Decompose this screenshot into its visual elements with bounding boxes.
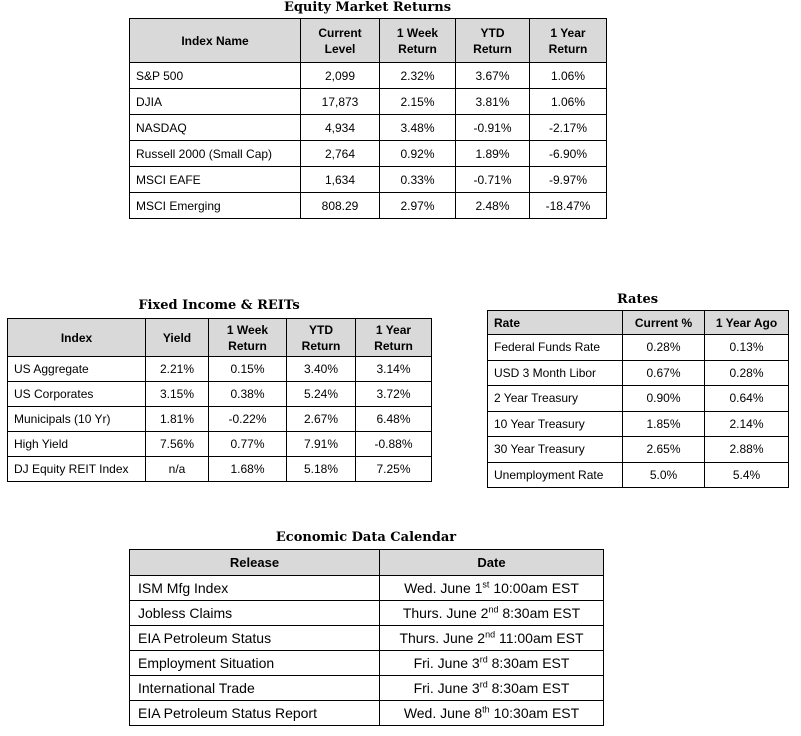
fixed-cell-value: 0.77% xyxy=(209,432,287,457)
equity-col-label: Return xyxy=(548,41,588,56)
calendar-date xyxy=(380,576,604,601)
fixed-cell-label: US Aggregate xyxy=(8,357,146,382)
equity-cell-value: -9.97% xyxy=(530,167,607,193)
equity-cell-value: 0.92% xyxy=(380,141,456,167)
fixed-cell-value: 5.18% xyxy=(287,457,356,482)
calendar-row xyxy=(130,576,604,601)
equity-title: Equity Market Returns xyxy=(283,0,452,15)
rates-cell-label: Unemployment Rate xyxy=(488,462,623,488)
calendar-release: EIA Petroleum Status Report xyxy=(130,701,380,726)
fixed-col-label: Return xyxy=(301,338,341,353)
fixed-cell-label: DJ Equity REIT Index xyxy=(8,457,146,482)
equity-cell-value: 2.97% xyxy=(380,193,456,219)
calendar-date-time: 10:30am EST xyxy=(489,705,580,721)
equity-col-1-year xyxy=(530,19,607,63)
fixed-cell-value: 7.56% xyxy=(146,432,209,457)
rates-cell-label: 30 Year Treasury xyxy=(488,437,623,463)
rates-row xyxy=(488,411,789,437)
fixed-cell-value: 6.48% xyxy=(356,407,432,432)
fixed-row xyxy=(8,357,432,382)
rates-row xyxy=(488,360,789,386)
fixed-col-label: Return xyxy=(374,338,413,353)
equity-col-label: 1 Week xyxy=(396,25,439,40)
fixed-cell-value: 7.91% xyxy=(287,432,356,457)
fixed-cell-value: 0.15% xyxy=(209,357,287,382)
fixed-cell-value: 3.14% xyxy=(356,357,432,382)
calendar-release: Employment Situation xyxy=(130,651,380,676)
rates-row xyxy=(488,437,789,463)
fixed-col-ytd xyxy=(287,319,356,357)
calendar-row xyxy=(130,701,604,726)
calendar-row xyxy=(130,601,604,626)
fixed-col-label: Index xyxy=(60,330,93,345)
calendar-release: Jobless Claims xyxy=(130,601,380,626)
equity-cell-value: 2,099 xyxy=(301,63,380,89)
equity-col-label: Return xyxy=(473,41,512,56)
fixed-col-1-week xyxy=(209,319,287,357)
equity-cell-label: S&P 500 xyxy=(130,63,301,89)
equity-col-current-level xyxy=(301,19,380,63)
equity-cell-value: -18.47% xyxy=(530,193,607,219)
fixed-cell-value: n/a xyxy=(146,457,209,482)
fixed-table xyxy=(7,318,432,482)
rates-cell-value: 1.85% xyxy=(623,411,705,437)
fixed-row xyxy=(8,382,432,407)
equity-col-label: Current xyxy=(318,25,362,40)
equity-row xyxy=(130,89,607,115)
equity-col-1-week xyxy=(380,19,456,63)
equity-cell-value: 3.67% xyxy=(456,63,530,89)
calendar-date-time: 8:30am EST xyxy=(487,655,570,671)
fixed-col-label: 1 Year xyxy=(375,322,412,337)
equity-cell-label: Russell 2000 (Small Cap) xyxy=(130,141,301,167)
fixed-row xyxy=(8,407,432,432)
fixed-cell-label: High Yield xyxy=(8,432,146,457)
equity-cell-value: -2.17% xyxy=(530,115,607,141)
fixed-cell-value: 3.40% xyxy=(287,357,356,382)
rates-cell-value: 0.90% xyxy=(623,386,705,412)
rates-cell-value: 0.67% xyxy=(623,360,705,386)
equity-col-label: YTD xyxy=(480,25,505,40)
fixed-row xyxy=(8,432,432,457)
rates-cell-value: 0.28% xyxy=(623,335,705,361)
calendar-date-day: Fri. June 3 xyxy=(413,655,480,671)
equity-col-index-name xyxy=(130,19,301,63)
calendar-col-date: Date xyxy=(380,550,604,576)
equity-cell-value: 1,634 xyxy=(301,167,380,193)
calendar-date-suffix: rd xyxy=(479,679,488,690)
equity-cell-value: 1.89% xyxy=(456,141,530,167)
calendar-date-suffix: th xyxy=(482,704,490,715)
calendar-date-day: Thurs. June 2 xyxy=(402,605,489,621)
calendar-date-time: 8:30am EST xyxy=(487,680,570,696)
equity-col-label: Return xyxy=(398,41,437,56)
rates-cell-label: 2 Year Treasury xyxy=(488,386,623,412)
fixed-cell-value: 2.21% xyxy=(146,357,209,382)
fixed-col-label: Return xyxy=(228,338,267,353)
calendar-title: Economic Data Calendar xyxy=(275,530,457,545)
calendar-date-time: 11:00am EST xyxy=(495,630,584,646)
calendar-date-suffix: rd xyxy=(479,654,488,665)
equity-row xyxy=(130,167,607,193)
fixed-col-1-year xyxy=(356,319,432,357)
calendar-release: ISM Mfg Index xyxy=(130,576,380,601)
equity-cell-label: NASDAQ xyxy=(130,115,301,141)
equity-row xyxy=(130,115,607,141)
calendar-date-time: 8:30am EST xyxy=(498,605,581,621)
equity-col-label: Level xyxy=(324,41,356,56)
calendar-release: International Trade xyxy=(130,676,380,701)
fixed-cell-label: Municipals (10 Yr) xyxy=(8,407,146,432)
equity-cell-label: DJIA xyxy=(130,89,301,115)
rates-row xyxy=(488,386,789,412)
calendar-col-release: Release xyxy=(130,550,380,576)
calendar-date-day: Wed. June 8 xyxy=(403,705,483,721)
fixed-col-index xyxy=(8,319,146,357)
equity-col-ytd xyxy=(456,19,530,63)
fixed-cell-value: -0.88% xyxy=(356,432,432,457)
equity-cell-value: 1.06% xyxy=(530,89,607,115)
rates-header-row xyxy=(488,311,789,335)
equity-header-row xyxy=(130,19,607,63)
fixed-cell-value: 3.72% xyxy=(356,382,432,407)
fixed-title: Fixed Income & REITs xyxy=(138,298,300,313)
equity-cell-value: 2.32% xyxy=(380,63,456,89)
equity-cell-value: -0.91% xyxy=(456,115,530,141)
fixed-col-label: YTD xyxy=(309,322,333,337)
rates-row xyxy=(488,335,789,361)
equity-cell-value: 2.48% xyxy=(456,193,530,219)
rates-cell-value: 2.65% xyxy=(623,437,705,463)
equity-row xyxy=(130,141,607,167)
equity-cell-value: -0.71% xyxy=(456,167,530,193)
rates-row xyxy=(488,462,789,488)
fixed-cell-value: 0.38% xyxy=(209,382,287,407)
equity-cell-value: 0.33% xyxy=(380,167,456,193)
equity-cell-value: -6.90% xyxy=(530,141,607,167)
fixed-cell-value: -0.22% xyxy=(209,407,287,432)
fixed-col-label: 1 Week xyxy=(226,322,269,337)
calendar-row xyxy=(130,651,604,676)
equity-cell-label: MSCI Emerging xyxy=(130,193,301,219)
fixed-col-label: Yield xyxy=(162,330,192,345)
calendar-release: EIA Petroleum Status xyxy=(130,626,380,651)
rates-cell-value: 5.4% xyxy=(705,462,789,488)
calendar-date-time: 10:00am EST xyxy=(489,580,579,596)
equity-row xyxy=(130,193,607,219)
fixed-cell-value: 2.67% xyxy=(287,407,356,432)
rates-cell-value: 5.0% xyxy=(623,462,705,488)
equity-col-label: 1 Year xyxy=(550,25,586,40)
calendar-date-day: Thurs. June 2 xyxy=(399,630,486,646)
equity-cell-value: 1.06% xyxy=(530,63,607,89)
rates-cell-value: 0.64% xyxy=(705,386,789,412)
calendar-date-day: Wed. June 1 xyxy=(404,580,483,596)
rates-cell-value: 2.88% xyxy=(705,437,789,463)
fixed-cell-value: 1.68% xyxy=(209,457,287,482)
equity-cell-value: 4,934 xyxy=(301,115,380,141)
rates-cell-label: Federal Funds Rate xyxy=(488,335,623,361)
calendar-date xyxy=(380,651,604,676)
fixed-col-yield xyxy=(146,319,209,357)
equity-cell-label: MSCI EAFE xyxy=(130,167,301,193)
fixed-row xyxy=(8,457,432,482)
fixed-cell-value: 5.24% xyxy=(287,382,356,407)
rates-cell-label: USD 3 Month Libor xyxy=(488,360,623,386)
fixed-cell-label: US Corporates xyxy=(8,382,146,407)
fixed-header-row xyxy=(8,319,432,357)
equity-col-label: Index Name xyxy=(181,33,249,48)
rates-col-rate: Rate xyxy=(488,311,623,335)
calendar-date-day: Fri. June 3 xyxy=(413,680,480,696)
equity-cell-value: 3.81% xyxy=(456,89,530,115)
calendar-date-suffix: nd xyxy=(485,629,496,640)
equity-cell-value: 2.15% xyxy=(380,89,456,115)
rates-col-current: Current % xyxy=(623,311,705,335)
fixed-cell-value: 3.15% xyxy=(146,382,209,407)
calendar-header-row xyxy=(130,550,604,576)
equity-cell-value: 3.48% xyxy=(380,115,456,141)
rates-cell-value: 2.14% xyxy=(705,411,789,437)
fixed-cell-value: 7.25% xyxy=(356,457,432,482)
calendar-date xyxy=(380,626,604,651)
rates-cell-label: 10 Year Treasury xyxy=(488,411,623,437)
rates-col-1-year-ago: 1 Year Ago xyxy=(705,311,789,335)
calendar-table xyxy=(129,549,604,726)
rates-table xyxy=(487,310,789,488)
calendar-row xyxy=(130,626,604,651)
equity-cell-value: 17,873 xyxy=(301,89,380,115)
calendar-date xyxy=(380,676,604,701)
equity-cell-value: 2,764 xyxy=(301,141,380,167)
calendar-date-suffix: nd xyxy=(488,604,499,615)
calendar-date xyxy=(380,601,604,626)
equity-table xyxy=(129,18,607,219)
equity-cell-value: 808.29 xyxy=(301,193,380,219)
rates-cell-value: 0.13% xyxy=(705,335,789,361)
equity-row xyxy=(130,63,607,89)
calendar-date-suffix: st xyxy=(482,579,490,590)
rates-title: Rates xyxy=(616,292,659,307)
rates-cell-value: 0.28% xyxy=(705,360,789,386)
calendar-date xyxy=(380,701,604,726)
calendar-row xyxy=(130,676,604,701)
fixed-cell-value: 1.81% xyxy=(146,407,209,432)
